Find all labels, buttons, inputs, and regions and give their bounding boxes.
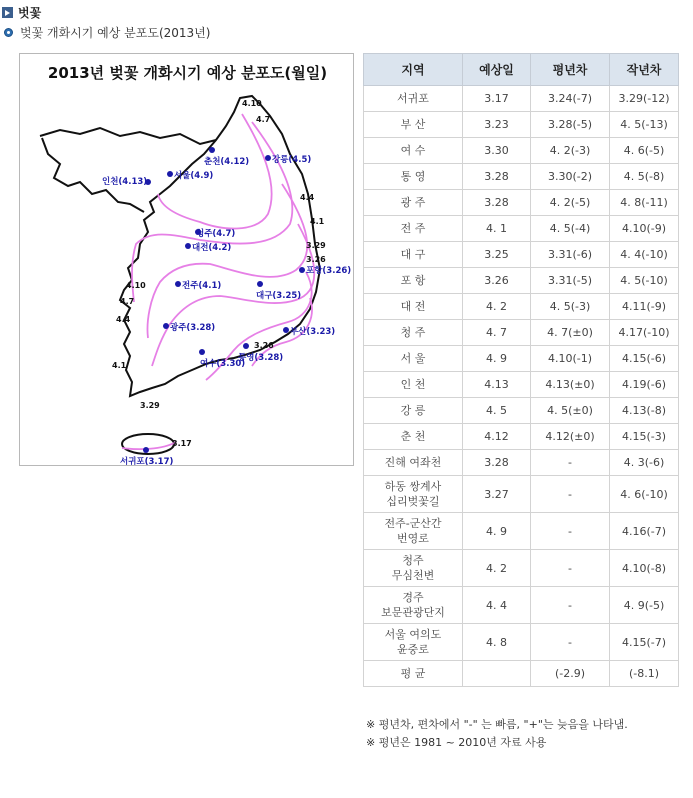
table-cell: 4. 9(-5) [610,587,679,624]
table-cell: 4.10(-9) [610,216,679,242]
city-label: 강릉(4.5) [272,155,312,165]
busan-marker [283,327,289,333]
table-cell: 광 주 [364,190,463,216]
table-cell: 평 균 [364,661,463,687]
table-header-row [364,54,679,86]
table-cell: 서귀포 [364,86,463,112]
table-cell: 강 릉 [364,398,463,424]
table-cell: 3.26 [463,268,531,294]
table-cell: 포 항 [364,268,463,294]
table-row [364,476,679,513]
col-header: 예상일 [463,54,531,86]
city-label: 부산(3.23) [290,327,336,337]
table-cell: 4. 2 [463,550,531,587]
table-cell: 4.17(-10) [610,320,679,346]
table-cell: 4. 5(±0) [531,398,610,424]
table-row [364,398,679,424]
table-cell: 4. 5(-10) [610,268,679,294]
table-cell: 춘 천 [364,424,463,450]
footnote: ※ 평년차, 편차에서 "-" 는 빠름, "+"는 늦음을 나타냄. [366,718,628,731]
table-row [364,346,679,372]
footnotes [366,716,628,752]
pohang-marker [299,267,305,273]
isoline-label: 3.29 [140,401,160,410]
tongyeong-marker [243,343,249,349]
city-label: 서울(4.9) [174,171,214,181]
table-cell: 4.13 [463,372,531,398]
table-cell: 여 수 [364,138,463,164]
table-cell: - [531,476,610,513]
footnote: ※ 평년은 1981 ~ 2010년 자료 사용 [366,736,547,749]
daejeon-marker [185,243,191,249]
table-cell: 4. 4(-10) [610,242,679,268]
table-cell: 4.10(-8) [610,550,679,587]
table-cell: 4. 5(-3) [531,294,610,320]
table-cell: 4. 5(-13) [610,112,679,138]
korea-map-graphic [20,54,354,466]
table-cell: - [531,624,610,661]
table-row [364,268,679,294]
table-row [364,320,679,346]
bloom-table [363,53,679,687]
table-cell: 3.17 [463,86,531,112]
table-cell: 서 울 [364,346,463,372]
table-cell: 4.15(-7) [610,624,679,661]
table-cell: 4.12(±0) [531,424,610,450]
table-cell: 하동 쌍계사 십리벚꽃길 [364,476,463,513]
table-cell: 3.28 [463,164,531,190]
table-body [364,86,679,687]
table-cell: - [531,587,610,624]
table-cell: 3.30 [463,138,531,164]
isoline-label: 3.29 [306,241,326,250]
table-cell: 4. 2(-3) [531,138,610,164]
city-label: 대전(4.2) [192,243,232,253]
table-cell: 4. 6(-10) [610,476,679,513]
gwangju-marker [163,323,169,329]
chuncheon-marker [209,147,215,153]
isoline-label: 4.7 [120,297,135,306]
city-label: 대구(3.25) [256,291,302,301]
table-cell: 4. 8 [463,624,531,661]
map-title: 2013년 벚꽃 개화시기 예상 분포도(월일) [47,64,328,82]
table-cell: 4. 7 [463,320,531,346]
city-label: 서귀포(3.17) [120,457,174,467]
isoline-label: 4.4 [116,315,131,324]
table-cell: 4.11(-9) [610,294,679,320]
table-row [364,294,679,320]
table-cell: 4. 8(-11) [610,190,679,216]
isoline-label: 4.7 [256,115,271,124]
city-label: 청주(4.7) [196,229,236,239]
table-cell: 4. 9 [463,513,531,550]
table-cell: 4. 5(-8) [610,164,679,190]
table-cell: 4.13(-8) [610,398,679,424]
table-cell: 4. 9 [463,346,531,372]
col-header: 평년차 [531,54,610,86]
table-cell: - [531,450,610,476]
table-cell: 3.28(-5) [531,112,610,138]
table-cell: 인 천 [364,372,463,398]
isoline-label: 3.26 [254,341,274,350]
city-label: 춘천(4.12) [204,157,250,167]
table-row [364,86,679,112]
table-row [364,513,679,550]
table-cell: 3.31(-6) [531,242,610,268]
table-cell: 4. 1 [463,216,531,242]
gangneung-marker [265,155,271,161]
table-cell: - [531,513,610,550]
section-title: 벗꽃 [18,5,42,20]
table-row [364,550,679,587]
table-cell [463,661,531,687]
table-cell: 4.15(-3) [610,424,679,450]
table-cell: (-2.9) [531,661,610,687]
isoline-label: 4.4 [300,193,315,202]
table-cell: 청 주 [364,320,463,346]
table-cell: 4. 5 [463,398,531,424]
table-cell: 부 산 [364,112,463,138]
table-row [364,624,679,661]
table-cell: 4.10(-1) [531,346,610,372]
circle-bullet-icon [4,28,13,37]
table-cell: 3.31(-5) [531,268,610,294]
table-cell: 4.12 [463,424,531,450]
city-label: 통영(3.28) [238,353,284,363]
table-cell: 4.19(-6) [610,372,679,398]
bloom-map [19,53,354,466]
table-row [364,587,679,624]
table-row [364,164,679,190]
table-cell: 3.23 [463,112,531,138]
isoline-label: 3.17 [172,439,192,448]
table-cell: 4. 2 [463,294,531,320]
table-cell: 3.29(-12) [610,86,679,112]
city-label: 여수(3.30) [200,359,246,369]
table-cell: 4. 7(±0) [531,320,610,346]
west-coast-north [42,138,144,212]
table-cell: 청주 무심천변 [364,550,463,587]
table-cell: 4. 3(-6) [610,450,679,476]
yeosu-marker [199,349,205,355]
table-row [364,112,679,138]
table-cell: 통 영 [364,164,463,190]
city-label: 광주(3.28) [170,323,216,333]
jeonju-marker [175,281,181,287]
sub-header [4,24,210,40]
table-row [364,242,679,268]
table-cell: 4. 5(-4) [531,216,610,242]
table-cell: 3.25 [463,242,531,268]
table-cell: 3.24(-7) [531,86,610,112]
city-label: 포항(3.26) [306,266,352,276]
isoline-label: 4.1 [310,217,325,226]
daegu-marker [257,281,263,287]
table-cell: 3.28 [463,190,531,216]
table-cell: 3.30(-2) [531,164,610,190]
seoul-marker [167,171,173,177]
table-row [364,661,679,687]
table-cell: 경주 보문관광단지 [364,587,463,624]
table-row [364,424,679,450]
table-row [364,450,679,476]
section-header [2,4,41,20]
col-header: 작년차 [610,54,679,86]
table-row [364,138,679,164]
city-label: 전주(4.1) [182,281,222,291]
table-cell: 대 전 [364,294,463,320]
table-cell: (-8.1) [610,661,679,687]
seogwipo-marker [143,447,149,453]
table-row [364,216,679,242]
table-cell: 4.16(-7) [610,513,679,550]
table-row [364,190,679,216]
isoline-label: 3.26 [306,255,326,264]
table-cell: 서울 여의도 윤중로 [364,624,463,661]
isoline-label: 4.1 [112,361,127,370]
table-row [364,372,679,398]
table-cell: 4. 2(-5) [531,190,610,216]
table-cell: 4. 4 [463,587,531,624]
table-cell: 전 주 [364,216,463,242]
table-cell: 3.27 [463,476,531,513]
north-coast [40,128,216,144]
table-cell: 4.15(-6) [610,346,679,372]
table-cell: 대 구 [364,242,463,268]
sub-title: 벚꽃 개화시기 예상 분포도(2013년) [20,25,211,40]
table-cell: 3.28 [463,450,531,476]
isoline-label: 4.10 [242,99,262,108]
table-cell: 전주-군산간 번영로 [364,513,463,550]
city-label: 인천(4.13) [102,177,148,187]
col-header: 지역 [364,54,463,86]
arrow-bullet-icon [2,7,13,18]
table-cell: 진해 여좌천 [364,450,463,476]
table-cell: - [531,550,610,587]
table-cell: 4.13(±0) [531,372,610,398]
table-cell: 4. 6(-5) [610,138,679,164]
isoline-label: 4.10 [126,281,146,290]
